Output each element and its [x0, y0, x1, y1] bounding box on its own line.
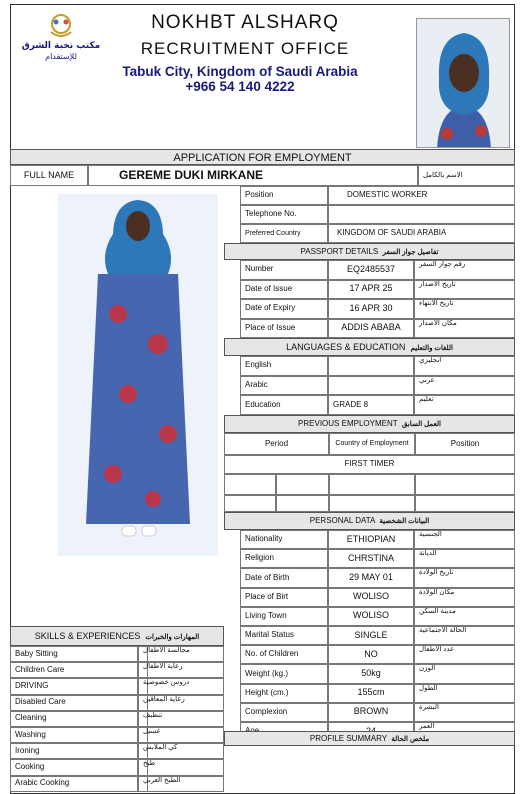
- personal-row-label: Weight (kg.): [240, 664, 328, 683]
- skills-row-label-ar: كي الملابس: [138, 743, 224, 759]
- employment-header-period: Period: [224, 433, 329, 455]
- personal-row-label: Height (cm.): [240, 684, 328, 703]
- languages-row-label: English: [240, 356, 328, 376]
- personal-row-label: Complexion: [240, 703, 328, 722]
- profile-section-title: PROFILE SUMMARY: [309, 734, 387, 743]
- telephone-value: [328, 205, 515, 224]
- employment-cell: [329, 495, 415, 512]
- office-name: RECRUITMENT OFFICE: [140, 39, 350, 58]
- languages-row-label-ar: انجليزي: [414, 356, 515, 376]
- personal-row-label: Religion: [240, 549, 328, 568]
- svg-text:مكتب نخبة الشرق: مكتب نخبة الشرق: [21, 41, 101, 51]
- employment-section-title: PREVIOUS EMPLOYMENT: [298, 419, 398, 428]
- passport-row-label-ar: تاريخ الانتهاء: [414, 299, 515, 319]
- skills-row-label: Ironing: [10, 743, 138, 759]
- employment-first-timer: FIRST TIMER: [224, 455, 515, 474]
- svg-text:للإستقدام: للإستقدام: [45, 52, 77, 61]
- personal-row-label-ar: مدينة السكن: [414, 607, 515, 626]
- languages-row-value: [328, 376, 414, 396]
- applicant-photo-full: [58, 194, 218, 556]
- employment-cell: [224, 495, 276, 512]
- personal-row-label: No. of Children: [240, 645, 328, 664]
- languages-row-label: Education: [240, 395, 328, 415]
- preferred-country-value: KINGDOM OF SAUDI ARABIA: [328, 224, 515, 243]
- passport-row-value: 17 APR 25: [328, 280, 414, 300]
- form-title: APPLICATION FOR EMPLOYMENT: [10, 149, 515, 165]
- skills-row-label: Children Care: [10, 662, 138, 678]
- employment-cell: [276, 495, 329, 512]
- personal-section-header: [224, 512, 515, 530]
- personal-row-value: BROWN: [328, 703, 414, 722]
- personal-row-value: CHRSTINA: [328, 549, 414, 568]
- skills-row-label-ar: مجالسة الأطفال: [138, 646, 224, 662]
- passport-row-label-ar: تاريخ الاصدار: [414, 280, 515, 300]
- skills-row-label: Disabled Care: [10, 695, 138, 711]
- employment-section-header: [224, 415, 515, 433]
- employment-cell: [329, 474, 415, 495]
- personal-row-label-ar: العمر: [414, 722, 515, 741]
- office-city: Tabuk City, Kingdom of Saudi Arabia: [122, 64, 358, 79]
- passport-row-label: Date of Expiry: [240, 299, 328, 319]
- employment-cell: [224, 474, 276, 495]
- full-name-value: GEREME DUKI MIRKANE: [88, 165, 418, 186]
- employment-cell: [415, 474, 515, 495]
- skills-row-label-ar: تنظيف: [138, 711, 224, 727]
- passport-row-label-ar: مكان الاصدار: [414, 319, 515, 339]
- company-logo: [20, 10, 102, 62]
- position-value: DOMESTIC WORKER: [328, 186, 515, 205]
- skills-row-label: Washing: [10, 727, 138, 743]
- passport-row-label: Place of Issue: [240, 319, 328, 339]
- personal-section-title-ar: البيانات الشخصية: [379, 518, 430, 525]
- personal-row-value: SINGLE: [328, 626, 414, 645]
- skills-section-title: SKILLS & EXPERIENCES: [34, 631, 141, 641]
- passport-section-header: [224, 243, 515, 260]
- languages-section-title: LANGUAGES & EDUCATION: [286, 342, 406, 352]
- languages-row-label-ar: عربي: [414, 376, 515, 396]
- position-label: Position: [240, 186, 328, 205]
- full-name-label: FULL NAME: [10, 165, 88, 186]
- passport-row-label: Number: [240, 260, 328, 280]
- personal-row-label-ar: الوزن: [414, 664, 515, 683]
- applicant-photo-small: [416, 18, 510, 148]
- full-name-label-ar: الاسم بالكامل: [418, 165, 515, 186]
- languages-row-value: GRADE 8: [328, 395, 414, 415]
- personal-row-value: WOLISO: [328, 588, 414, 607]
- personal-row-value: NO: [328, 645, 414, 664]
- personal-row-value: 29 MAY 01: [328, 568, 414, 587]
- personal-row-value: ETHIOPIAN: [328, 530, 414, 549]
- skills-row-label: Arabic Cooking: [10, 776, 138, 792]
- skills-row-label-ar: الطبخ العربي: [138, 776, 224, 792]
- skills-row-label: DRIVING: [10, 678, 138, 694]
- personal-row-value: WOLISO: [328, 607, 414, 626]
- languages-row-value: [328, 356, 414, 376]
- personal-row-label: Date of Birth: [240, 568, 328, 587]
- personal-row-label: Place of Birt: [240, 588, 328, 607]
- passport-row-value: EQ2485537: [328, 260, 414, 280]
- employment-header-position: Position: [415, 433, 515, 455]
- skills-section-title-ar: المهارات والخبرات: [145, 634, 200, 641]
- telephone-label: Telephone No.: [240, 205, 328, 224]
- personal-row-value: 50kg: [328, 664, 414, 683]
- personal-section-title: PERSONAL DATA: [309, 516, 375, 525]
- skills-row-label: Cooking: [10, 759, 138, 775]
- passport-section-title-ar: تفاصيل جواز السفر: [382, 249, 439, 256]
- office-phone: +966 54 140 4222: [185, 79, 295, 94]
- personal-row-label-ar: الجنسية: [414, 530, 515, 549]
- employment-section-title-ar: العمل السابق: [401, 421, 441, 428]
- personal-row-label: Nationality: [240, 530, 328, 549]
- personal-row-label: Living Town: [240, 607, 328, 626]
- passport-row-value: 16 APR 30: [328, 299, 414, 319]
- skills-row-label: Baby Sitting: [10, 646, 138, 662]
- languages-row-label: Arabic: [240, 376, 328, 396]
- personal-row-label-ar: الحالة الاجتماعية: [414, 626, 515, 645]
- languages-section-title-ar: اللغات والتعليم: [410, 345, 453, 352]
- company-name: NOKHBT ALSHARQ: [151, 12, 339, 33]
- preferred-country-label: Preferred Country: [240, 224, 328, 243]
- employment-cell: [415, 495, 515, 512]
- personal-row-label-ar: تاريخ الولادة: [414, 568, 515, 587]
- skills-row-label-ar: طبخ: [138, 759, 224, 775]
- personal-row-label-ar: مكان الولادة: [414, 588, 515, 607]
- skills-row-label-ar: غسيل: [138, 727, 224, 743]
- skills-row-label: Cleaning: [10, 711, 138, 727]
- personal-row-label: Marital Status: [240, 626, 328, 645]
- passport-row-value: ADDIS ABABA: [328, 319, 414, 339]
- employment-cell: [276, 474, 329, 495]
- skills-row-label-ar: رعاية الأطفال: [138, 662, 224, 678]
- languages-row-label-ar: تعليم: [414, 395, 515, 415]
- skills-row-label-ar: رعاية المعاقين: [138, 695, 224, 711]
- skills-row-label-ar: دروس خصوصية: [138, 678, 224, 694]
- languages-section-header: [224, 338, 515, 356]
- personal-row-label-ar: الطول: [414, 684, 515, 703]
- passport-row-label: Date of Issue: [240, 280, 328, 300]
- personal-row-label-ar: عدد الاطفال: [414, 645, 515, 664]
- profile-section-title-ar: ملخص الحالة: [391, 736, 430, 743]
- skills-section-header: [10, 626, 224, 646]
- passport-section-title: PASSPORT DETAILS: [300, 247, 379, 256]
- personal-row-label-ar: البشرة: [414, 703, 515, 722]
- passport-row-label-ar: رقم جواز السفر: [414, 260, 515, 280]
- personal-row-label-ar: الديانة: [414, 549, 515, 568]
- employment-header-country: Country of Employment: [329, 433, 415, 455]
- personal-row-value: 155cm: [328, 684, 414, 703]
- profile-section-header: [224, 731, 515, 746]
